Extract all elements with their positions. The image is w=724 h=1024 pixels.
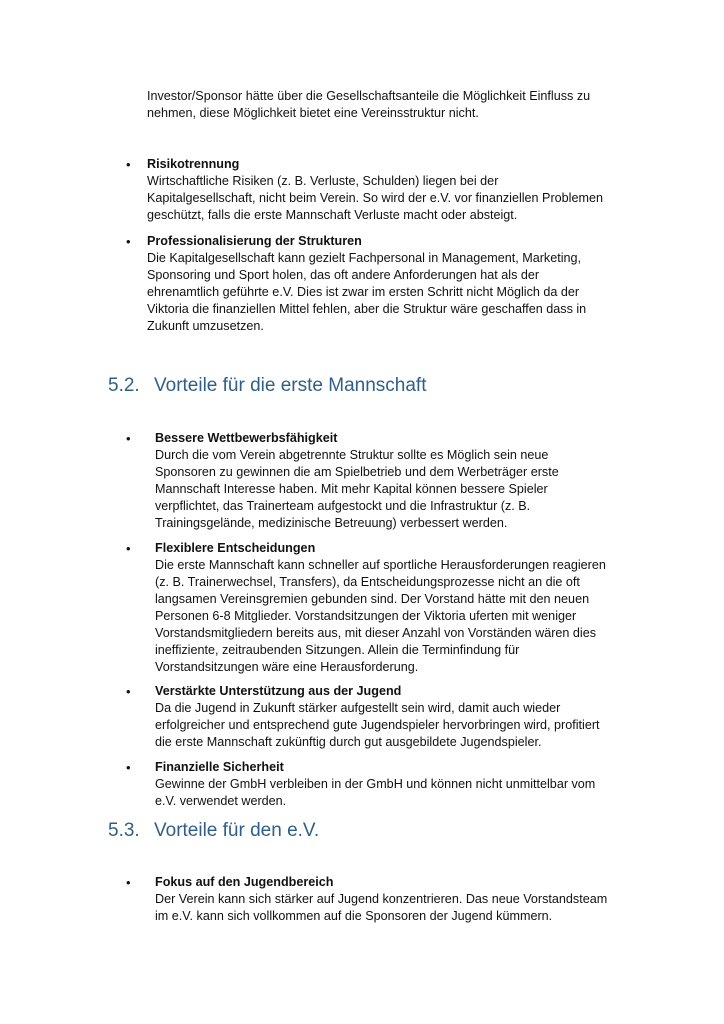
section-heading-5-3 bbox=[108, 819, 319, 843]
list-item-risikotrennung bbox=[126, 156, 646, 224]
bullet-icon: • bbox=[126, 157, 131, 172]
intro-paragraph: Investor/Sponsor hätte über die Gesellschaftsanteile die Möglichkeit Einfluss zu nehmen, diese Möglichkeit bietet eine Vereinsstruktur nicht. bbox=[147, 89, 591, 120]
item-body: Die Kapitalgesellschaft kann gezielt Fachpersonal in Management, Marketing, Sponsoring und Sport holen, das oft andere Anforderungen hat als der ehrenamtlich geführte e.V. Dies ist zwar im ersten Schritt nicht Möglich da der Viktoria die finanziellen Mittel fehlen, aber die Struktur wäre geschaffen dass in Zukunft umzusetzen. bbox=[147, 251, 587, 333]
section-number: 5.2. bbox=[108, 375, 140, 396]
item-title: Fokus auf den Jugendbereich bbox=[155, 875, 334, 889]
bullet-icon: • bbox=[126, 684, 131, 699]
item-body: Durch die vom Verein abgetrennte Struktur sollte es Möglich sein neue Sponsoren zu gewinnen die am Spielbetrieb und dem Werbeträger erste Mannschaft Interesse haben. Mit mehr Kapital können bessere Spieler verpflichtet, das Trainerteam aufgestockt und die Infrastruktur (z. B. Trainingsgelände, medizinische Betreuung) verbessert werden. bbox=[155, 448, 559, 530]
section-title: Vorteile für die erste Mannschaft bbox=[154, 375, 427, 396]
list-item-jugend-unterstuetzung bbox=[126, 683, 646, 751]
section-title: Vorteile für den e.V. bbox=[154, 820, 320, 841]
list-item-flexiblere-entscheidungen bbox=[126, 540, 646, 676]
item-title: Flexiblere Entscheidungen bbox=[155, 541, 316, 555]
item-title: Finanzielle Sicherheit bbox=[155, 760, 284, 774]
item-title: Risikotrennung bbox=[147, 157, 240, 171]
bullet-icon: • bbox=[126, 431, 131, 446]
bullet-icon: • bbox=[126, 875, 131, 890]
item-body: Der Verein kann sich stärker auf Jugend konzentrieren. Das neue Vorstandsteam im e.V. kann sich vollkommen auf die Sponsoren der Jugend kümmern. bbox=[155, 892, 608, 923]
list-item-professionalisierung bbox=[126, 233, 646, 335]
list-item-wettbewerbsfaehigkeit bbox=[126, 430, 646, 532]
item-title: Professionalisierung der Strukturen bbox=[147, 234, 362, 248]
item-title: Bessere Wettbewerbsfähigkeit bbox=[155, 431, 338, 445]
list-item-jugendbereich bbox=[126, 874, 646, 925]
section-number: 5.3. bbox=[108, 820, 140, 841]
item-body: Die erste Mannschaft kann schneller auf sportliche Herausforderungen reagieren (z. B. Trainerwechsel, Transfers), da Entscheidungsprozesse nicht an die oft langsamen Vereinsgremien gebunden sind. Der Vorstand hätte mit den neuen Personen 6-8 Mitglieder. Vorstandsitzungen der Viktoria uferten mit weniger Vorstandsmitgliedern bereits aus, mit dieser Anzahl von Vorständen wären dies ineffiziente, zeitraubenden Sitzungen. Allein die Terminfindung für Vorstandsitzungen wäre eine Herausforderung. bbox=[155, 558, 606, 674]
item-body: Wirtschaftliche Risiken (z. B. Verluste, Schulden) liegen bei der Kapitalgesellschaft, nicht beim Verein. So wird der e.V. vor finanziellen Problemen geschützt, falls die erste Mannschaft Verluste macht oder absteigt. bbox=[147, 174, 603, 222]
bullet-icon: • bbox=[126, 541, 131, 556]
item-body: Da die Jugend in Zukunft stärker aufgestellt sein wird, damit auch wieder erfolgreicher und entsprechend gute Jugendspieler hervorbringen wird, profitiert die erste Mannschaft zukünftig durch gut ausgebildete Jugendspieler. bbox=[155, 701, 600, 749]
item-title: Verstärkte Unterstützung aus der Jugend bbox=[155, 684, 402, 698]
list-item-finanzielle-sicherheit bbox=[126, 759, 646, 810]
section-heading-5-2 bbox=[108, 374, 426, 398]
bullet-icon: • bbox=[126, 234, 131, 249]
bullet-icon: • bbox=[126, 760, 131, 775]
item-body: Gewinne der GmbH verbleiben in der GmbH und können nicht unmittelbar vom e.V. verwendet werden. bbox=[155, 777, 596, 808]
